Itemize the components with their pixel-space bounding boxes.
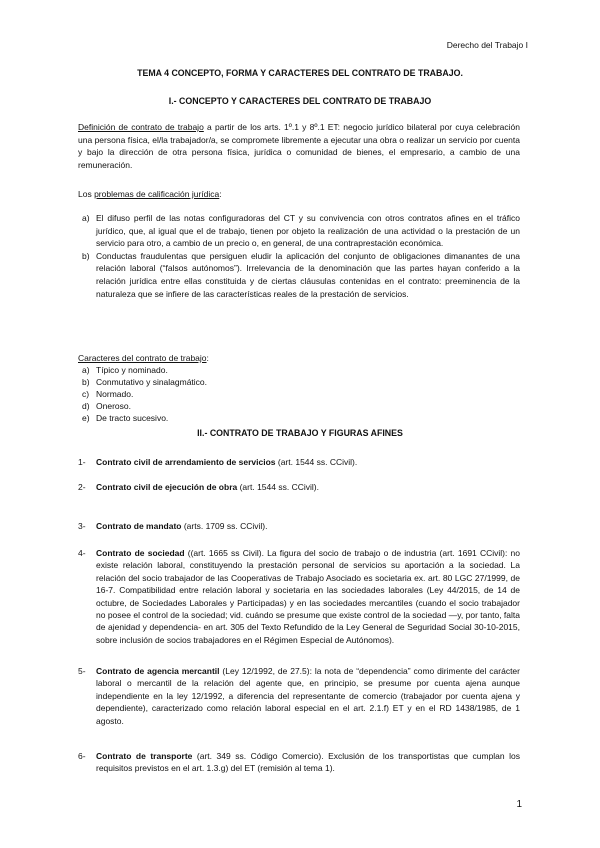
characters-term: Caracteres del contrato de trabajo bbox=[78, 353, 207, 363]
item-title: Contrato de transporte bbox=[96, 751, 193, 761]
list-marker: b) bbox=[82, 377, 90, 387]
list-text: Conductas fraudulentas que persiguen eludir la aplicación del conjunto de obligaciones dimanantes de una relación laboral (“falsos autónomos”). Irrelevancia de la denominación que las partes hayan conferido a la relación jurídica entre ellas constituida y de ciertas cláusulas contenidas en el contrato: preeminencia de la naturaleza que se infiere de las características reales de la prestación de servicios. bbox=[96, 250, 520, 299]
list-item bbox=[78, 388, 520, 400]
item-text: (art. 1544 ss. CCivil). bbox=[275, 457, 358, 467]
item-text: (arts. 1709 ss. CCivil). bbox=[181, 521, 268, 531]
problems-term: problemas de calificación jurídica bbox=[94, 189, 220, 199]
list-item bbox=[78, 376, 520, 388]
item-title: Contrato de mandato bbox=[96, 521, 182, 531]
problems-pre: Los bbox=[78, 189, 95, 199]
list-marker: b) bbox=[82, 250, 90, 261]
item-number: 3- bbox=[78, 521, 86, 531]
document-title: TEMA 4 CONCEPTO, FORMA Y CARACTERES DEL CONTRATO DE TRABAJO. bbox=[137, 68, 463, 78]
item-number: 5- bbox=[78, 666, 86, 676]
list-marker: d) bbox=[82, 401, 90, 411]
item-number: 4- bbox=[78, 548, 86, 558]
page-number: 1 bbox=[516, 799, 522, 810]
problems-heading bbox=[78, 188, 520, 201]
list-item bbox=[78, 412, 520, 424]
item-title: Contrato de agencia mercantil bbox=[96, 666, 220, 676]
figure-item-5 bbox=[78, 665, 520, 727]
section-heading-2: II.- CONTRATO DE TRABAJO Y FIGURAS AFINES bbox=[197, 428, 403, 438]
figure-item-1 bbox=[78, 456, 520, 468]
list-marker: a) bbox=[82, 213, 90, 223]
figure-item-6 bbox=[78, 750, 520, 775]
list-text: De tracto sucesivo. bbox=[96, 413, 169, 423]
item-title: Contrato civil de ejecución de obra bbox=[96, 482, 238, 492]
item-title: Contrato civil de arrendamiento de servicios bbox=[96, 457, 276, 467]
section-heading-1: I.- CONCEPTO Y CARACTERES DEL CONTRATO DE TRABAJO bbox=[168, 96, 432, 106]
list-text: El difuso perfil de las notas configuradoras del CT y su convivencia con otros contratos afines en el tráfico jurídico, que, al igual que el de trabajo, tienen por objeto la realización de una actividad o la prestación de un servicio para otro, a cambio de un precio o, en general, de una contraprestación económica. bbox=[96, 213, 520, 249]
running-header: Derecho del Trabajo I bbox=[446, 40, 528, 50]
item-title: Contrato de sociedad bbox=[96, 548, 185, 558]
list-text: Normado. bbox=[96, 389, 134, 399]
definition-paragraph bbox=[78, 121, 520, 171]
characters-heading bbox=[78, 352, 520, 365]
item-number: 6- bbox=[78, 751, 86, 761]
item-number: 1- bbox=[78, 457, 86, 467]
list-marker: e) bbox=[82, 413, 90, 423]
problems-post: : bbox=[219, 189, 222, 199]
characters-list bbox=[78, 364, 520, 424]
definition-text: a partir de los arts. 1º.1 y 8º.1 ET: negocio jurídico bilateral por cuya celebración una persona física, el/la trabajador/a, se compromete libremente a ejecutar una obra o realizar un servicio por cuenta y bajo la dirección de otra persona física, jurídica o comunidad de bienes, el empresario, a cambio de una remuneración. bbox=[78, 122, 520, 170]
list-item bbox=[78, 212, 520, 250]
problems-list bbox=[78, 212, 520, 300]
item-text: ((art. 1665 ss Civil). La figura del socio de trabajo o de industria (art. 1691 CCivil): no existe relación laboral, constituyendo la prestación personal de servicios su aportación a la sociedad. La relación del socio trabajador de las Cooperativas de Trabajo Asociado es societaria ex. art. 80 LGC 27/1999, de 16-7. Compatibilidad entre relación laboral y societaria en las sociedades laborales (Ley 44/2015, de 14 de octubre, de Sociedades Laborales y Participadas) y en las sociedades mercantiles (cuando el socio trabajador no posee el control de la sociedad; vid. cuándo se presume que existe control de la sociedad —y, por tanto, falta de ajenidad y dependencia- en art. 305 del Texto Refundido de la Ley General de Seguridad Social 30-10-2015, sobre inclusión de socios trabajadores en el Régimen Especial de Autónomos). bbox=[96, 548, 521, 645]
figure-item-2 bbox=[78, 481, 520, 493]
list-text: Típico y nominado. bbox=[96, 365, 168, 375]
list-text: Conmutativo y sinalagmático. bbox=[96, 377, 208, 387]
item-text: (Ley 12/1992, de 27.5): la nota de “dependencia” como dirimente del carácter laboral o mercantil de la relación del agente que, en principio, se presume por cuenta ajena aunque independiente en la ley 12/1992, a diferencia del representante de comercio (trabajador por cuenta ajena y dependiente), caracterizado como relación laboral especial en el art. 2.1.f) ET y en el RD 1438/1985, de 1 agosto. bbox=[96, 666, 520, 726]
figure-item-3 bbox=[78, 520, 520, 532]
list-item bbox=[78, 400, 520, 412]
characters-post: : bbox=[206, 353, 209, 363]
definition-term: Definición de contrato de trabajo bbox=[78, 122, 204, 132]
list-item bbox=[78, 364, 520, 376]
list-marker: a) bbox=[82, 365, 90, 375]
list-text: Oneroso. bbox=[96, 401, 131, 411]
list-item bbox=[78, 250, 520, 300]
item-text: (art. 349 ss. Código Comercio). Exclusión de los transportistas que cumplan los requisitos previstos en el art. 1.3.g) del ET (remisión al tema 1). bbox=[96, 751, 521, 774]
figure-item-4 bbox=[78, 547, 520, 646]
item-text: (art. 1544 ss. CCivil). bbox=[237, 482, 319, 492]
item-number: 2- bbox=[78, 482, 86, 492]
list-marker: c) bbox=[82, 389, 90, 399]
